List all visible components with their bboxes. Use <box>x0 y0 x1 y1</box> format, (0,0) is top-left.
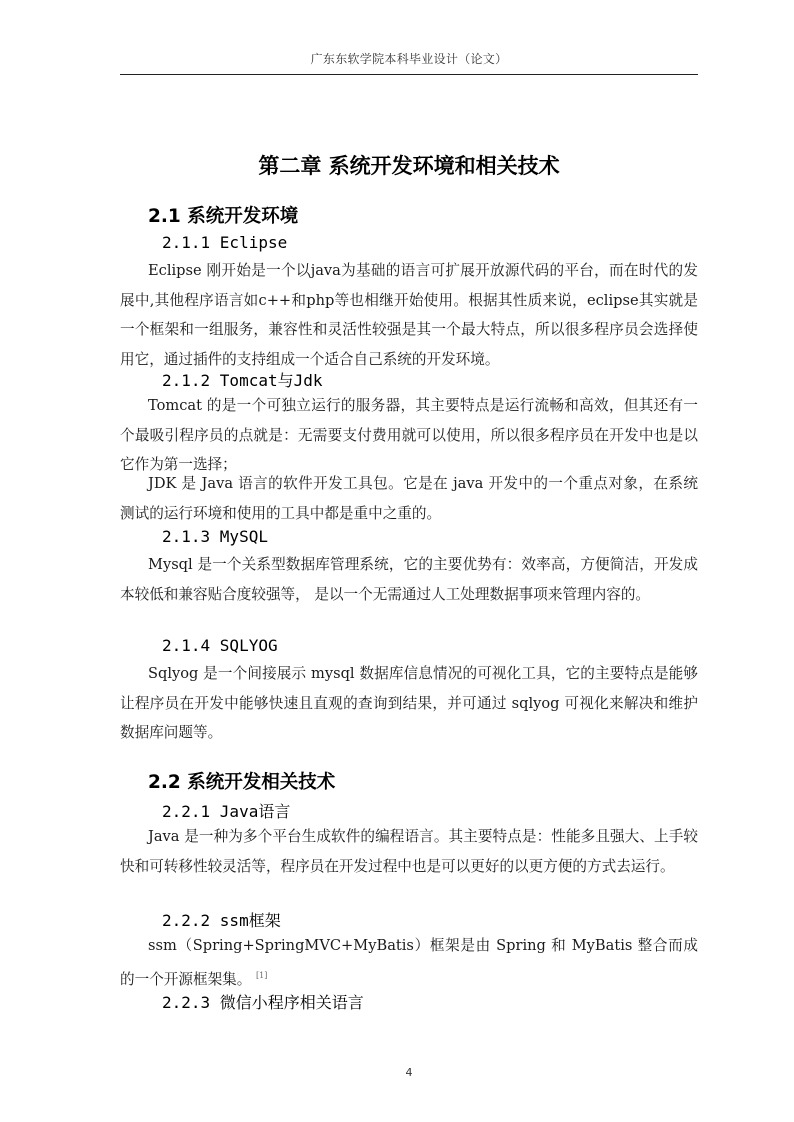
subsection-heading-2-1-1: 2.1.1 Eclipse <box>162 233 288 252</box>
paragraph-ssm <box>120 931 698 994</box>
citation-reference[interactable]: [1] <box>256 970 268 980</box>
subsection-heading-2-1-4: 2.1.4 SQLYOG <box>162 636 278 655</box>
subsection-heading-2-2-1: 2.2.1 Java语言 <box>162 802 291 821</box>
section-heading-2-1: 2.1 系统开发环境 <box>148 206 299 227</box>
subsection-heading-2-2-3: 2.2.3 微信小程序相关语言 <box>162 993 364 1012</box>
paragraph-tomcat: Tomcat 的是一个可独立运行的服务器，其主要特点是运行流畅和高效，但其还有一个最吸引程序员的点就是：无需要支付费用就可以使用，所以很多程序员在开发中也是以它作为第一选择； <box>120 397 698 473</box>
subsection-heading-2-1-2: 2.1.2 Tomcat与Jdk <box>162 371 323 390</box>
paragraph-mysql: Mysql 是一个关系型数据库管理系统，它的主要优势有：效率高，方便简洁，开发成本较低和兼容贴合度较强等， 是以一个无需通过人工处理数据事项来管理内容的。 <box>120 556 698 603</box>
paragraph-ssm-text: ssm（Spring+SpringMVC+MyBatis）框架是由 Spring 和 MyBatis 整合而成的一个开源框架集。 <box>120 937 698 988</box>
paragraph-eclipse: Eclipse 刚开始是一个以java为基础的语言可扩展开放源代码的平台，而在时代的发展中,其他程序语言如c++和php等也相继开始使用。根据其性质来说，eclipse其实就是一个框架和一组服务，兼容性和灵活性较强是其一个最大特点，所以很多程序员会选择使用它，通过插件的支持组成一个适合自己系统的开发环境。 <box>120 262 698 368</box>
paragraph-jdk: JDK 是 Java 语言的软件开发工具包。它是在 java 开发中的一个重点对象，在系统测试的运行环境和使用的工具中都是重中之重的。 <box>120 475 698 522</box>
header-divider <box>120 74 698 75</box>
page-header: 广东东软学院本科毕业设计（论文） <box>310 52 508 66</box>
page-number: 4 <box>405 1066 413 1079</box>
subsection-heading-2-1-3: 2.1.3 MySQL <box>162 527 268 546</box>
paragraph-sqlyog: Sqlyog 是一个间接展示 mysql 数据库信息情况的可视化工具，它的主要特点是能够让程序员在开发中能够快速且直观的查询到结果，并可通过 sqlyog 可视化来解决和维护数据库问题等。 <box>120 665 698 741</box>
section-heading-2-2: 2.2 系统开发相关技术 <box>148 772 336 793</box>
chapter-title: 第二章 系统开发环境和相关技术 <box>258 154 560 178</box>
subsection-heading-2-2-2: 2.2.2 ssm框架 <box>162 911 281 930</box>
paragraph-java: Java 是一种为多个平台生成软件的编程语言。其主要特点是：性能多且强大、上手较快和可转移性较灵活等，程序员在开发过程中也是可以更好的以更方便的方式去运行。 <box>120 828 698 875</box>
